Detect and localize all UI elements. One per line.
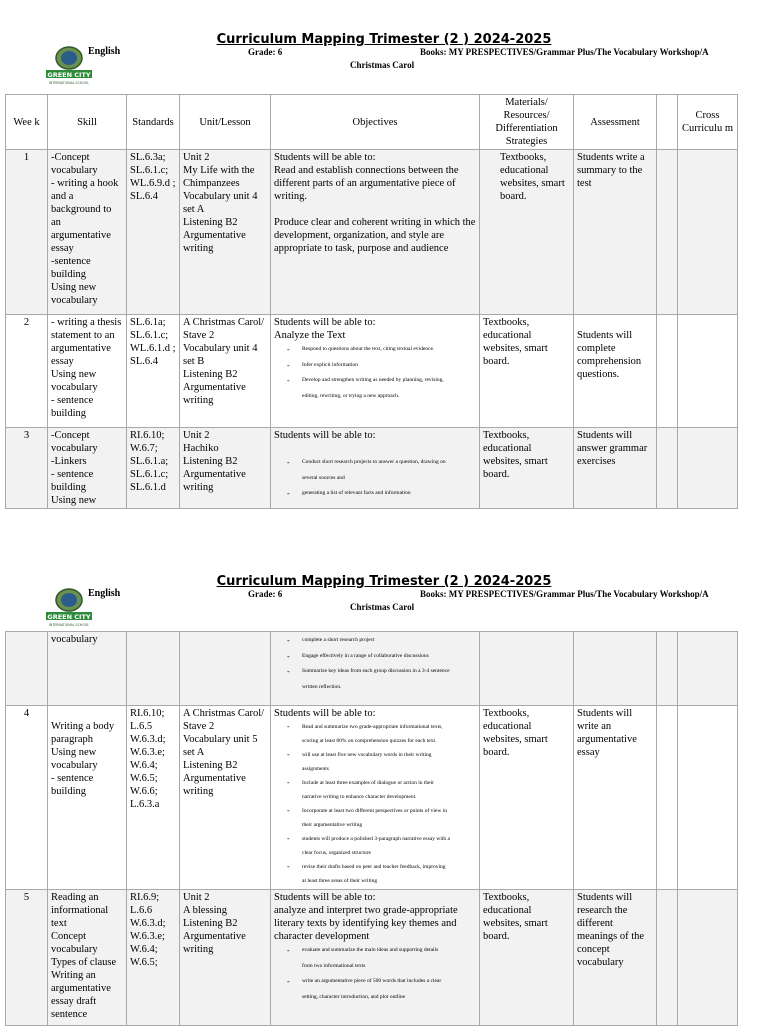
objective-bullet: - Conduct short research projects to answer a question, drawing on <box>274 455 476 471</box>
skill-cell <box>48 315 127 428</box>
unit-line: Argumentative writing <box>183 382 246 406</box>
assessment-cell: Students will answer grammar exercises <box>574 428 657 509</box>
unit-line: Listening B2 <box>183 456 238 467</box>
materials-cell: Textbooks, educational websites, smart board. <box>480 150 574 315</box>
assessment-cell: Students write a summary to the test <box>574 150 657 315</box>
objectives-cell <box>271 150 480 315</box>
objective-bullet-cont: written reflection. <box>302 683 342 690</box>
cross-cell <box>678 428 738 509</box>
unit-line: Unit 2 <box>183 152 210 163</box>
objective-bullet: - Respond to questions about the text, citing textual evidence. <box>274 342 476 358</box>
col-standards: Standards <box>127 95 180 150</box>
week-cell: 1 <box>6 150 48 315</box>
table-row <box>6 706 738 890</box>
cross-cell <box>678 315 738 428</box>
unit-line: Hachiko <box>183 443 219 454</box>
books-label-cont: Christmas Carol <box>350 60 415 70</box>
blank-cell <box>657 315 678 428</box>
objective-bullet: - write an argumentative piece of 500 words that includes a clear <box>274 974 476 990</box>
svg-text:GREEN CITY: GREEN CITY <box>47 613 91 621</box>
skill-line: - sentence building <box>51 469 94 493</box>
table-row <box>6 890 738 1026</box>
objective-bullet: - Incorporate at least two different perspectives or points of view in <box>274 804 476 818</box>
week-cell: 2 <box>6 315 48 428</box>
objectives-heading: Students will be able to: <box>274 430 376 441</box>
materials-cell: Textbooks, educational websites, smart board. <box>480 428 574 509</box>
objective-text: Produce clear and coherent writing in which the development, organization, and style are appropriate to task, purpose and audience <box>274 217 476 254</box>
objective-bullet-cont: setting, character introduction, and plot outline <box>302 993 406 1000</box>
objective-bullet: - will use at least five new vocabulary words in their writing <box>274 748 476 762</box>
unit-line: Unit 2 <box>183 430 210 441</box>
materials-cell: Textbooks, educational websites, smart board. <box>480 315 574 428</box>
curriculum-table-page2 <box>5 631 738 1026</box>
unit-line: A Christmas Carol/ Stave 2 <box>183 317 265 341</box>
objective-bullet: - generating a list of relevant facts and information <box>274 486 476 502</box>
skill-cell <box>48 890 127 1026</box>
unit-line: Argumentative writing <box>183 469 246 493</box>
skill-line: - writing a hook and a background to an argumentative essay <box>51 178 119 254</box>
objectives-heading: Students will be able to: <box>274 317 376 328</box>
document-title: Curriculum Mapping Trimester (2 ) 2024-2025 <box>216 574 552 589</box>
unit-cell <box>180 706 271 890</box>
col-blank <box>657 95 678 150</box>
subject-label: English <box>88 588 121 599</box>
unit-line: Listening B2 <box>183 217 238 228</box>
svg-text:INTERNATIONAL SCHOOL: INTERNATIONAL SCHOOL <box>48 81 90 85</box>
document-title: Curriculum Mapping Trimester (2 ) 2024-2025 <box>216 32 552 47</box>
unit-line: Unit 2 <box>183 892 210 903</box>
objective-bullet: - evaluate and summarize the main ideas and supporting details <box>274 943 476 959</box>
assessment-cell: Students will write an argumentative essay <box>574 706 657 890</box>
week-cell: 4 <box>6 706 48 890</box>
svg-text:GREEN CITY: GREEN CITY <box>47 71 91 79</box>
skill-cell: vocabulary <box>48 632 127 706</box>
week-cell: 3 <box>6 428 48 509</box>
objective-bullet: - Develop and strengthen writing as needed by planning, revising, <box>274 373 476 389</box>
skill-line: - sentence building <box>51 773 94 797</box>
unit-line: Argumentative writing <box>183 230 246 254</box>
table-row-continued <box>6 632 738 706</box>
standards-cell: SL.6.1a; SL.6.1.c; WL.6.1.d ; SL.6.4 <box>127 315 180 428</box>
standards-cell <box>127 632 180 706</box>
books-label: Books: MY PRESPECTIVES/Grammar Plus/The Vocabulary Workshop/A <box>420 589 709 599</box>
standards-cell: SL.6.3a; SL.6.1.c; WL.6.9.d ; SL.6.4 <box>127 150 180 315</box>
objectives-cell <box>271 706 480 890</box>
col-objectives: Objectives <box>271 95 480 150</box>
skill-line: Reading an informational text <box>51 892 109 929</box>
objective-bullet-cont: editing, rewriting, or trying a new approach. <box>302 392 400 399</box>
objectives-cell <box>271 315 480 428</box>
objective-bullet: - students will produce a polished 3-paragraph narrative essay with a <box>274 832 476 846</box>
unit-line: Argumentative writing <box>183 773 246 797</box>
unit-cell <box>180 150 271 315</box>
objective-bullet: - Summarize key ideas from each group discussion in a 3-4 sentence <box>274 664 476 680</box>
skill-line: Using new <box>51 495 97 506</box>
unit-line: Listening B2 <box>183 918 238 929</box>
unit-line: Vocabulary unit 4 set B <box>183 343 258 367</box>
skill-line: -sentence building <box>51 256 91 280</box>
col-unit: Unit/Lesson <box>180 95 271 150</box>
objective-text: analyze and interpret two grade-appropriate literary texts by identifying key themes and character development <box>274 905 458 942</box>
grade-label: Grade: 6 <box>248 589 283 599</box>
unit-line: Listening B2 <box>183 760 238 771</box>
skill-line: - writing a thesis statement to an argumentative essay <box>51 317 122 367</box>
unit-line: A Christmas Carol/ Stave 2 <box>183 708 265 732</box>
unit-cell <box>180 428 271 509</box>
skill-cell <box>48 706 127 890</box>
standards-cell: RI.6.10; W.6.7; SL.6.1.a; SL.6.1.c; SL.6.1.d <box>127 428 180 509</box>
cross-cell <box>678 150 738 315</box>
skill-line: Using new vocabulary <box>51 369 98 393</box>
objective-bullet-cont: clear focus, organized structure <box>302 850 371 856</box>
skill-line: sentence <box>51 1009 88 1020</box>
cross-cell <box>678 890 738 1026</box>
week-cell <box>6 632 48 706</box>
objective-bullet: - complete a short research project <box>274 633 476 649</box>
objective-bullet-cont: from two informational texts <box>302 962 366 969</box>
objectives-cell <box>271 428 480 509</box>
objectives-cell <box>271 632 480 706</box>
materials-cell: Textbooks, educational websites, smart board. <box>480 706 574 890</box>
col-materials: Materials/ Resources/ Differentiation Strategies <box>480 95 574 150</box>
objectives-heading: Students will be able to: <box>274 892 376 903</box>
standards-cell: RI.6.9; L.6.6 W.6.3.d; W.6.3.e; W.6.4; W.6.5; <box>127 890 180 1026</box>
skill-line: Using new vocabulary <box>51 747 98 771</box>
objective-text: Analyze the Text <box>274 330 346 341</box>
table-row <box>6 150 738 315</box>
objectives-heading: Students will be able to: <box>274 708 376 719</box>
blank-cell <box>657 706 678 890</box>
objective-bullet-cont: assignments <box>302 766 329 772</box>
week-cell: 5 <box>6 890 48 1026</box>
skill-line: Writing a body paragraph <box>51 721 115 745</box>
objective-bullet: - Engage effectively in a range of collaborative discussions <box>274 649 476 665</box>
unit-line: Argumentative writing <box>183 931 246 955</box>
objective-bullet-cont: several sources and <box>302 474 345 481</box>
skill-cell <box>48 150 127 315</box>
objective-bullet-cont: narrative writing to enhance character development. <box>302 794 417 800</box>
grade-label: Grade: 6 <box>248 47 283 57</box>
unit-cell <box>180 632 271 706</box>
skill-line: Using new vocabulary <box>51 282 98 306</box>
assessment-cell <box>574 632 657 706</box>
page1-header <box>0 32 768 92</box>
skill-cell <box>48 428 127 509</box>
col-assessment: Assessment <box>574 95 657 150</box>
cross-cell <box>678 632 738 706</box>
skill-line: -Concept vocabulary <box>51 430 98 454</box>
materials-cell <box>480 632 574 706</box>
unit-cell <box>180 315 271 428</box>
skill-line: -Linkers <box>51 456 87 467</box>
materials-cell: Textbooks, educational websites, smart board. <box>480 890 574 1026</box>
unit-line: Listening B2 <box>183 369 238 380</box>
unit-line: Vocabulary unit 4 set A <box>183 191 258 215</box>
curriculum-table-page1 <box>5 94 738 509</box>
skill-line: - sentence building <box>51 395 94 419</box>
objective-bullet-cont: their argumentative writing <box>302 822 363 828</box>
col-week: Wee k <box>6 95 48 150</box>
blank-cell <box>657 428 678 509</box>
blank-cell <box>657 632 678 706</box>
objective-bullet-cont: scoring at least 80% on comprehension quizzes for each text. <box>302 738 437 744</box>
objectives-heading: Students will be able to: <box>274 152 376 163</box>
blank-cell <box>657 890 678 1026</box>
objective-bullet: - Infer explicit information <box>274 358 476 374</box>
unit-line: A blessing <box>183 905 228 916</box>
unit-line: My Life with the Chimpanzees <box>183 165 255 189</box>
skill-line: Concept vocabulary <box>51 931 98 955</box>
skill-line: -Concept vocabulary <box>51 152 98 176</box>
table-header-row <box>6 95 738 150</box>
skill-line: Types of clause <box>51 957 117 968</box>
objective-bullet: - Include at least three examples of dialogue or action in their <box>274 776 476 790</box>
subject-label: English <box>88 46 121 57</box>
objective-text: Read and establish connections between the different parts of an argumentative piece of writing. <box>274 165 459 202</box>
page2-header <box>0 574 768 634</box>
table-row <box>6 315 738 428</box>
col-skill: Skill <box>48 95 127 150</box>
objective-bullet-cont: at least three areas of their writing <box>302 878 378 884</box>
books-label-cont: Christmas Carol <box>350 602 415 612</box>
assessment-cell: Students will complete comprehension questions. <box>574 315 657 428</box>
unit-line: Vocabulary unit 5 set A <box>183 734 258 758</box>
assessment-cell: Students will research the different meanings of the concept vocabulary <box>574 890 657 1026</box>
objective-bullet: - Read and summarize two grade-appropriate informational texts, <box>274 720 476 734</box>
standards-cell: RI.6.10; L.6.5 W.6.3.d; W.6.3.e; W.6.4; W.6.5; W.6.6; L.6.3.a <box>127 706 180 890</box>
svg-text:INTERNATIONAL SCHOOL: INTERNATIONAL SCHOOL <box>48 623 90 627</box>
table-row <box>6 428 738 509</box>
objectives-cell <box>271 890 480 1026</box>
books-label: Books: MY PRESPECTIVES/Grammar Plus/The Vocabulary Workshop/A <box>420 47 709 57</box>
unit-cell <box>180 890 271 1026</box>
skill-line: Writing an argumentative essay draft <box>51 970 111 1007</box>
col-cross: Cross Curriculu m <box>678 95 738 150</box>
objective-bullet: - revise their drafts based on peer and teacher feedback, improving <box>274 860 476 874</box>
cross-cell <box>678 706 738 890</box>
blank-cell <box>657 150 678 315</box>
